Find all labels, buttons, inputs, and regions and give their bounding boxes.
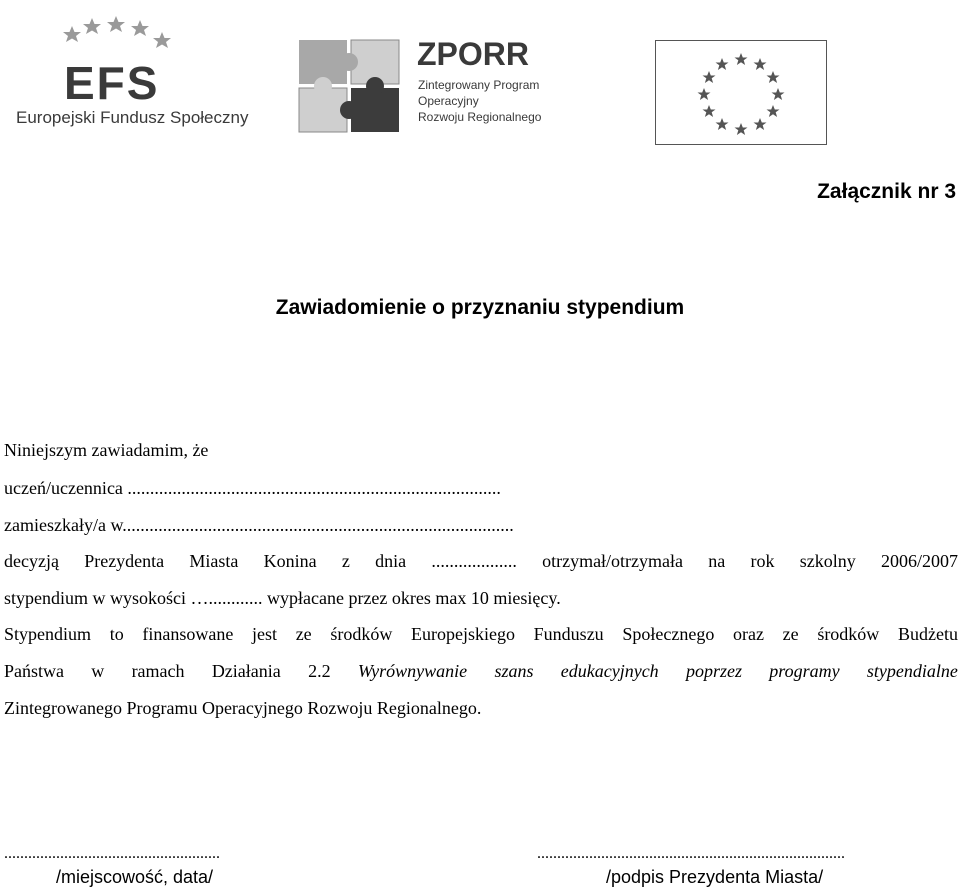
decision-line <box>4 551 958 572</box>
word: decyzją <box>4 551 59 571</box>
signature-dots: ............................................................................. <box>537 845 845 862</box>
word: Społecznego <box>622 624 715 644</box>
word: poprzez <box>685 661 742 681</box>
word: rok <box>750 551 775 571</box>
word: to <box>109 624 124 644</box>
word: 2006/2007 <box>880 551 958 571</box>
word: Działania <box>211 661 281 681</box>
program-line <box>4 661 958 682</box>
word: Stypendium <box>4 624 92 644</box>
word: Miasta <box>189 551 239 571</box>
word: programy <box>769 661 840 681</box>
word: dnia <box>375 551 407 571</box>
zporr-line-3: Rozwoju Regionalnego <box>418 110 542 124</box>
word: Funduszu <box>533 624 604 644</box>
word: środków <box>330 624 393 644</box>
address-line: zamieszkały/a w....................................................................................... <box>4 515 514 535</box>
zporr-line-1: Zintegrowany Program <box>418 78 540 92</box>
word: Konina <box>263 551 317 571</box>
word: szkolny <box>799 551 856 571</box>
annex-number: Załącznik nr 3 <box>817 180 956 203</box>
word: Państwa <box>4 661 64 681</box>
efs-letters: EFS <box>64 57 160 109</box>
zporr-line-2: Operacyjny <box>418 94 479 108</box>
zporr-title: ZPORR <box>417 36 529 72</box>
word: oraz <box>733 624 764 644</box>
word: otrzymał/otrzymała <box>542 551 684 571</box>
word: Budżetu <box>897 624 958 644</box>
word: ramach <box>131 661 185 681</box>
eu-flag <box>655 40 827 145</box>
place-date-label: /miejscowość, data/ <box>56 867 214 887</box>
signature-label: /podpis Prezydenta Miasta/ <box>606 867 824 887</box>
word: edukacyjnych <box>560 661 659 681</box>
word: Prezydenta <box>84 551 165 571</box>
puzzle-icon <box>295 32 407 138</box>
word: na <box>708 551 726 571</box>
word: Europejskiego <box>411 624 515 644</box>
word: stypendialne <box>866 661 958 681</box>
word: z <box>341 551 350 571</box>
word: 2.2 <box>308 661 331 681</box>
word: w <box>91 661 105 681</box>
amount-line: stypendium w wysokości …............ wypłacane przez okres max 10 miesięcy. <box>4 588 561 608</box>
body-line-1: Niniejszym zawiadamim, że <box>4 440 209 460</box>
place-date-dots: ...................................................... <box>4 845 220 862</box>
program-name-line: Zintegrowanego Programu Operacyjnego Rozwoju Regionalnego. <box>4 698 482 718</box>
funding-line <box>4 624 958 645</box>
eu-flag-icon <box>656 41 826 144</box>
zporr-logo <box>295 32 555 142</box>
student-name-line: uczeń/uczennica ................................................................................... <box>4 478 501 498</box>
document-title: Zawiadomienie o przyznaniu stypendium <box>275 296 685 319</box>
word: finansowane <box>142 624 234 644</box>
word: jest <box>252 624 278 644</box>
word: szans <box>494 661 534 681</box>
word: ................... <box>431 551 517 571</box>
word: ze <box>295 624 312 644</box>
efs-logo <box>10 14 249 134</box>
word: środków <box>817 624 880 644</box>
efs-name: Europejski Fundusz Społeczny <box>16 108 249 127</box>
word: ze <box>782 624 799 644</box>
word: Wyrównywanie <box>357 661 468 681</box>
